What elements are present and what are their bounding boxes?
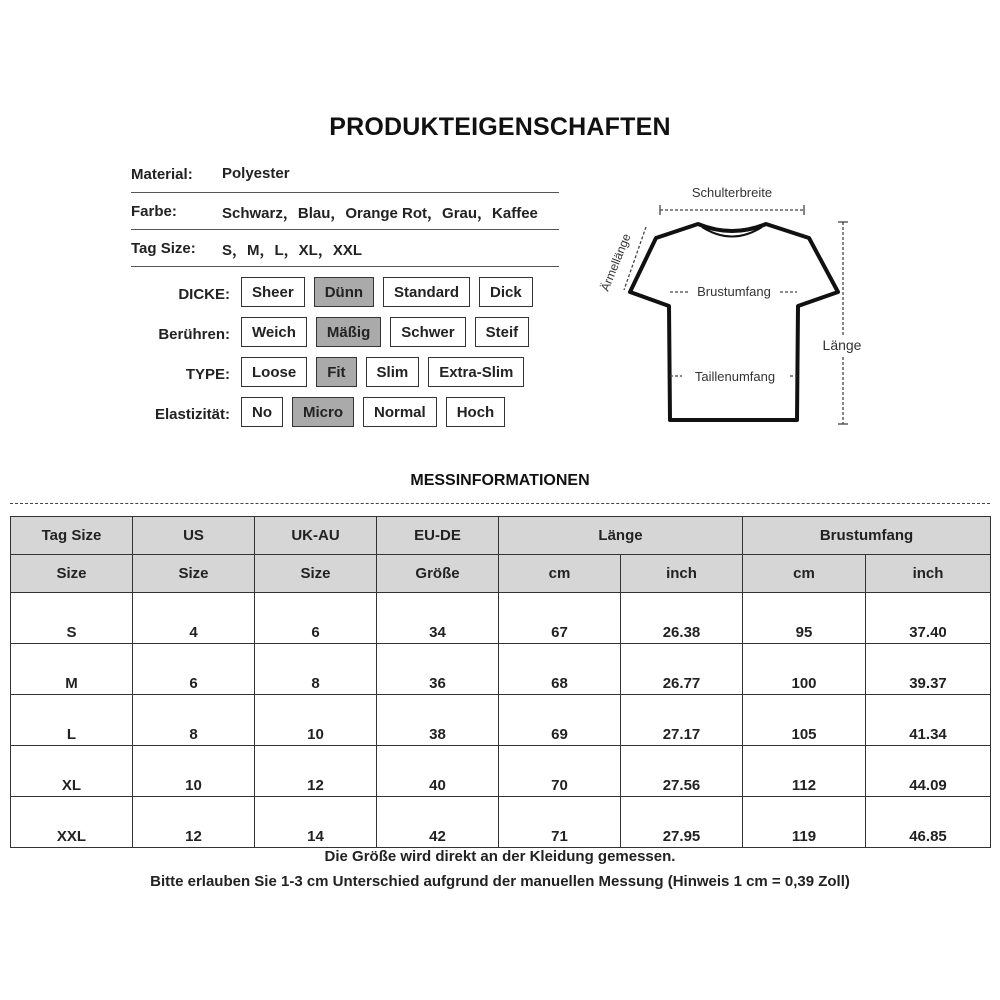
tag-size-label: Tag Size:: [131, 240, 196, 257]
table-cell: M: [11, 644, 133, 695]
table-cell: 4: [133, 593, 255, 644]
chip-no: No: [241, 397, 283, 427]
table-cell: 10: [133, 746, 255, 797]
note-measurement: Die Größe wird direkt an der Kleidung gemessen.: [324, 848, 676, 865]
chip-slim: Slim: [366, 357, 420, 387]
table-cell: 26.38: [621, 593, 743, 644]
table-subheader: Size: [11, 555, 133, 593]
table-cell: 46.85: [866, 797, 991, 848]
note-tolerance: Bitte erlauben Sie 1-3 cm Unterschied aufgrund der manuellen Messung (Hinweis 1 cm = 0,39 Zoll): [150, 873, 850, 890]
table-cell: 12: [133, 797, 255, 848]
table-cell: 38: [377, 695, 499, 746]
table-header: US: [133, 517, 255, 555]
chip-loose: Loose: [241, 357, 307, 387]
divider: [131, 229, 559, 230]
table-cell: 12: [255, 746, 377, 797]
waist-label: Taillenumfang: [694, 369, 776, 384]
tshirt-measurement-diagram: [590, 180, 880, 440]
table-cell: 41.34: [866, 695, 991, 746]
table-cell: 27.95: [621, 797, 743, 848]
table-cell: 26.77: [621, 644, 743, 695]
table-cell: 95: [743, 593, 866, 644]
measurement-title: MESSINFORMATIONEN: [410, 472, 590, 489]
tshirt-icon: [630, 224, 838, 420]
table-cell: 14: [255, 797, 377, 848]
chip-schwer: Schwer: [390, 317, 465, 347]
thickness-label: DICKE:: [178, 286, 230, 303]
table-cell: 36: [377, 644, 499, 695]
table-subheader: inch: [621, 555, 743, 593]
table-cell: 119: [743, 797, 866, 848]
table-subheader: Größe: [377, 555, 499, 593]
elasticity-label: Elastizität:: [154, 406, 230, 423]
touch-options: [241, 317, 529, 347]
thickness-options: [241, 277, 533, 307]
table-cell: 10: [255, 695, 377, 746]
chip-extra-slim: Extra-Slim: [428, 357, 524, 387]
table-cell: 34: [377, 593, 499, 644]
table-cell: 27.17: [621, 695, 743, 746]
table-subheader: inch: [866, 555, 991, 593]
chip-micro-selected: Micro: [292, 397, 354, 427]
table-header: UK-AU: [255, 517, 377, 555]
table-row: [11, 695, 991, 746]
color-value: Schwarz，Blau，Orange Rot，Grau，Kaffee: [222, 205, 538, 222]
table-subheader: Size: [255, 555, 377, 593]
material-label: Material:: [131, 166, 193, 183]
sleeve-length-label: Ärmellänge: [597, 231, 634, 294]
chest-label: Brustumfang: [697, 284, 771, 299]
table-row: [11, 593, 991, 644]
table-header: Tag Size: [11, 517, 133, 555]
chip-fit-selected: Fit: [316, 357, 356, 387]
table-header: EU-DE: [377, 517, 499, 555]
chip-hoch: Hoch: [446, 397, 506, 427]
length-label: Länge: [822, 337, 862, 353]
chip-duenn-selected: Dünn: [314, 277, 374, 307]
type-options: [241, 357, 524, 387]
type-label: TYPE:: [185, 366, 230, 383]
table-cell: L: [11, 695, 133, 746]
table-cell: 8: [133, 695, 255, 746]
chip-normal: Normal: [363, 397, 437, 427]
table-cell: XXL: [11, 797, 133, 848]
dashed-divider: [10, 503, 990, 504]
table-cell: 8: [255, 644, 377, 695]
table-cell: 6: [255, 593, 377, 644]
shoulder-width-label: Schulterbreite: [691, 185, 773, 200]
table-header-row: [11, 517, 991, 555]
table-cell: 39.37: [866, 644, 991, 695]
table-cell: 44.09: [866, 746, 991, 797]
table-cell: 112: [743, 746, 866, 797]
chip-maessig-selected: Mäßig: [316, 317, 381, 347]
table-header: Länge: [499, 517, 743, 555]
table-cell: 70: [499, 746, 621, 797]
table-cell: 37.40: [866, 593, 991, 644]
size-table: [10, 516, 991, 848]
tag-size-value: S，M，L，XL，XXL: [222, 242, 363, 259]
color-label: Farbe:: [131, 203, 177, 220]
table-header: Brustumfang: [743, 517, 991, 555]
table-cell: 69: [499, 695, 621, 746]
table-cell: 71: [499, 797, 621, 848]
elasticity-options: [241, 397, 505, 427]
material-value: Polyester: [222, 165, 290, 182]
chip-weich: Weich: [241, 317, 307, 347]
touch-label: Berühren:: [158, 326, 230, 343]
table-cell: 100: [743, 644, 866, 695]
table-cell: 6: [133, 644, 255, 695]
table-row: [11, 746, 991, 797]
chip-standard: Standard: [383, 277, 470, 307]
table-cell: 105: [743, 695, 866, 746]
table-cell: 42: [377, 797, 499, 848]
table-row: [11, 644, 991, 695]
chip-steif: Steif: [475, 317, 530, 347]
table-row: [11, 797, 991, 848]
table-cell: 68: [499, 644, 621, 695]
table-cell: 40: [377, 746, 499, 797]
table-subheader: Size: [133, 555, 255, 593]
chip-dick: Dick: [479, 277, 533, 307]
table-subheader-row: [11, 555, 991, 593]
table-cell: S: [11, 593, 133, 644]
chip-sheer: Sheer: [241, 277, 305, 307]
divider: [131, 192, 559, 193]
page-title: PRODUKTEIGENSCHAFTEN: [329, 113, 671, 141]
divider: [131, 266, 559, 267]
table-subheader: cm: [499, 555, 621, 593]
table-subheader: cm: [743, 555, 866, 593]
table-cell: 27.56: [621, 746, 743, 797]
table-cell: 67: [499, 593, 621, 644]
table-cell: XL: [11, 746, 133, 797]
